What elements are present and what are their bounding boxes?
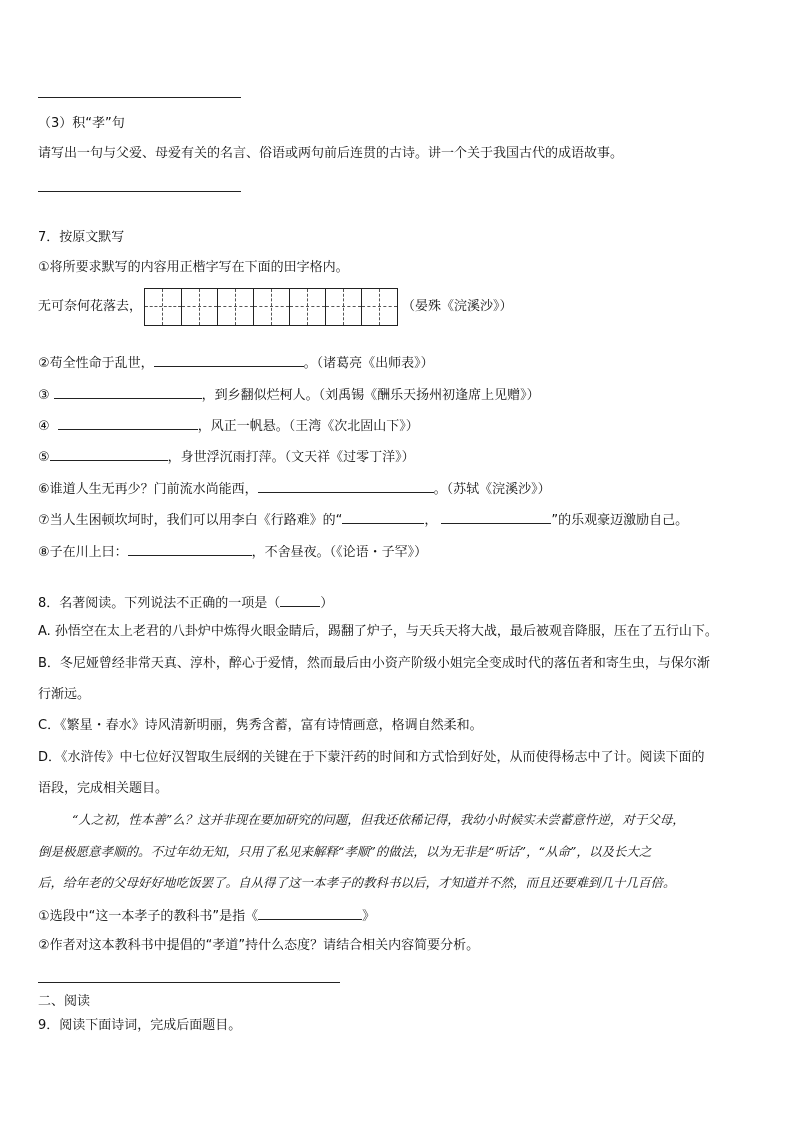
question-8-title xyxy=(38,592,333,613)
fill-blank[interactable] xyxy=(128,541,252,556)
passage-line: “人之初，性本善”么？这并非现在要加研究的问题，但我还依稀记得，我幼小时候实未尝蓄意忤逆，对于父母， xyxy=(72,812,685,827)
fill-blank[interactable] xyxy=(54,384,202,399)
option-d: D．《水浒传》中七位好汉智取生辰纲的关键在于下蒙汗药的时间和方式恰到好处，从而使得杨志中了计。阅读下面的 xyxy=(38,750,705,765)
item-text: ③ xyxy=(38,388,50,403)
answer-line[interactable] xyxy=(38,191,241,192)
option-d-cont: 语段，完成相关题目。 xyxy=(38,781,169,796)
item-text: ②苟全性命于乱世， xyxy=(38,356,154,371)
fill-blank[interactable] xyxy=(154,352,304,367)
item-text: ⑦当人生困顿坎坷时，我们可以用李白《行路难》的“ xyxy=(38,513,343,528)
item-text: ⑥谁道人生无再少？门前流水尚能西， xyxy=(38,482,258,497)
tianzige-cell[interactable] xyxy=(145,289,181,325)
fill-blank[interactable] xyxy=(58,415,198,430)
sub-question-text: ①选段中“这一本孝子的教科书”是指《 xyxy=(38,909,259,924)
option-c: C．《繁星・春水》诗风清新明丽，隽秀含蓄，富有诗情画意，格调自然柔和。 xyxy=(38,718,483,733)
recitation-item-8 xyxy=(38,541,427,562)
item-text: ④ xyxy=(38,419,54,434)
option-b-cont: 行渐远。 xyxy=(38,687,91,702)
fill-blank[interactable] xyxy=(441,509,551,524)
tianzige-cell[interactable] xyxy=(181,289,217,325)
question-6-3-title: （3）积“孝”句 xyxy=(38,116,125,131)
tianzige-cell[interactable] xyxy=(325,289,361,325)
option-a: A. 孙悟空在太上老君的八卦炉中炼得火眼金睛后，踢翻了炉子，与天兵天将大战，最后被观音降服，压在了五行山下。 xyxy=(38,624,718,639)
fill-blank[interactable] xyxy=(342,509,424,524)
recitation-item-4 xyxy=(38,415,419,436)
grid-before-text: 无可奈何花落去， xyxy=(38,299,143,314)
passage-line: 后，给年老的父母好好地吃饭罢了。自从得了这一本孝子的教科书以后，才知道并不然，而且还要难到几十几百倍。 xyxy=(38,875,676,890)
fill-blank[interactable] xyxy=(258,905,362,920)
question-7-title: 7．按原文默写 xyxy=(38,230,125,245)
fill-blank[interactable] xyxy=(258,478,434,493)
item-text: ，身世浮沉雨打萍。（文天祥《过零丁洋》） xyxy=(167,450,415,465)
recitation-item-7 xyxy=(38,509,688,530)
passage-line: 倒是极愿意孝顺的。不过年幼无知，只用了私见来解释“孝顺”的做法，以为无非是“听话”，“从命”，以及长大之 xyxy=(38,844,652,859)
item-text: 。（苏轼《浣溪沙》） xyxy=(433,482,551,497)
answer-line[interactable] xyxy=(38,97,241,98)
item-text: ，风正一帆悬。（王湾《次北固山下》） xyxy=(197,419,419,434)
recitation-item-2 xyxy=(38,352,434,373)
tianzige-cell[interactable] xyxy=(253,289,289,325)
question-7-instruction: ①将所要求默写的内容用正楷字写在下面的田字格内。 xyxy=(38,260,349,275)
sub-question-2: ②作者对这本教科书中提倡的“孝道”持什么态度？请结合相关内容简要分析。 xyxy=(38,938,480,953)
fill-blank[interactable] xyxy=(50,446,168,461)
recitation-item-3 xyxy=(38,384,540,405)
question-8-text: ） xyxy=(320,596,334,611)
item-text: ，不舍昼夜。（《论语・子罕》） xyxy=(251,545,428,560)
option-b: B．冬尼娅曾经非常天真、淳朴，醉心于爱情，然而最后由小资产阶级小姐完全变成时代的落伍者和寄生虫，与保尔渐 xyxy=(38,656,710,671)
sub-question-1 xyxy=(38,905,375,926)
recitation-item-5 xyxy=(38,446,415,467)
grid-line xyxy=(38,287,513,327)
tianzige-grid[interactable] xyxy=(144,288,398,326)
tianzige-cell[interactable] xyxy=(217,289,253,325)
answer-line[interactable] xyxy=(38,982,340,983)
question-6-3-prompt: 请写出一句与父爱、母爱有关的名言、俗语或两句前后连贯的古诗。讲一个关于我国古代的成语故事。 xyxy=(38,146,624,161)
tianzige-cell[interactable] xyxy=(361,289,397,325)
item-text: ， xyxy=(424,513,438,528)
recitation-item-6 xyxy=(38,478,551,499)
sub-question-text: 》 xyxy=(362,909,376,924)
section-heading: 二、阅读 xyxy=(38,994,91,1009)
item-text: ”的乐观豪迈激励自己。 xyxy=(551,513,689,528)
answer-blank[interactable] xyxy=(280,592,320,607)
question-9: 9．阅读下面诗词，完成后面题目。 xyxy=(38,1018,242,1033)
item-text: ⑧子在川上曰： xyxy=(38,545,128,560)
question-8-text: 8．名著阅读。下列说法不正确的一项是（ xyxy=(38,596,281,611)
item-text: 。（诸葛亮《出师表》） xyxy=(303,356,434,371)
tianzige-cell[interactable] xyxy=(289,289,325,325)
grid-after-text: （晏殊《浣溪沙》） xyxy=(402,299,513,314)
item-text: ⑤ xyxy=(38,450,50,465)
item-text: ，到乡翻似烂柯人。（刘禹锡《酬乐天扬州初逢席上见赠》） xyxy=(201,388,540,403)
